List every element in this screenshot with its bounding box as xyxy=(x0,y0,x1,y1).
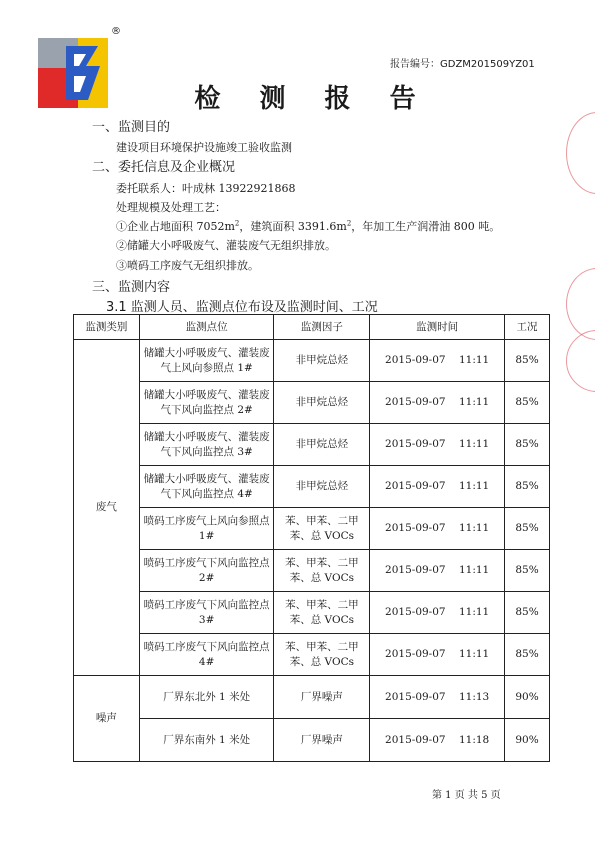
cell-date: 2015-09-07 xyxy=(385,354,446,366)
report-number: 报告编号：GDZM201509YZ01 xyxy=(390,59,535,70)
cell-load: 90% xyxy=(505,719,550,762)
table-row xyxy=(74,424,550,466)
process-item-1-building: ，建筑面积 3391.6m xyxy=(239,220,347,233)
cell-time xyxy=(370,382,505,424)
section-1-body: 建设项目环境保护设施竣工验收监测 xyxy=(116,141,292,154)
cell-date: 2015-09-07 xyxy=(385,690,446,703)
cell-point: 储罐大小呼吸废气、灌装废气下风向监控点 4# xyxy=(139,466,274,508)
process-item-1 xyxy=(116,218,500,234)
cell-clock: 11:11 xyxy=(458,648,490,660)
monitoring-table xyxy=(73,314,550,762)
cell-point: 储罐大小呼吸废气、灌装废气上风向参照点 1# xyxy=(139,340,274,382)
stamp-mark-2 xyxy=(566,268,595,340)
cell-load: 85% xyxy=(505,340,550,382)
cell-date: 2015-09-07 xyxy=(385,396,446,408)
cell-time xyxy=(370,424,505,466)
cell-load: 85% xyxy=(505,592,550,634)
cell-factor: 非甲烷总烃 xyxy=(274,466,370,508)
cell-time xyxy=(370,634,505,676)
cell-factor: 非甲烷总烃 xyxy=(274,340,370,382)
header-load: 工况 xyxy=(505,315,550,340)
cell-time xyxy=(370,508,505,550)
cell-load: 85% xyxy=(505,550,550,592)
section-3-1-heading: 3.1 监测人员、监测点位布设及监测时间、工况 xyxy=(106,300,378,315)
table-row xyxy=(74,634,550,676)
table-row xyxy=(74,550,550,592)
cell-clock: 11:11 xyxy=(458,522,490,534)
page-number: 第 1 页 共 5 页 xyxy=(432,790,501,801)
header-factor: 监测因子 xyxy=(274,315,370,340)
cell-factor: 厂界噪声 xyxy=(274,676,370,719)
page-title: 检 测 报 告 xyxy=(194,84,431,114)
header-time: 监测时间 xyxy=(370,315,505,340)
process-item-2: ②储罐大小呼吸废气、灌装废气无组织排放。 xyxy=(116,239,336,252)
superscript-2b: 2 xyxy=(346,219,352,228)
header-category: 监测类别 xyxy=(74,315,140,340)
cell-factor: 苯、甲苯、二甲苯、总 VOCs xyxy=(274,592,370,634)
cell-point: 厂界东北外 1 米处 xyxy=(139,676,274,719)
cell-point: 喷码工序废气上风向参照点 1# xyxy=(139,508,274,550)
cell-factor: 苯、甲苯、二甲苯、总 VOCs xyxy=(274,634,370,676)
cell-point: 储罐大小呼吸废气、灌装废气下风向监控点 2# xyxy=(139,382,274,424)
cell-time xyxy=(370,550,505,592)
category-noise: 噪声 xyxy=(74,676,140,762)
cell-point: 储罐大小呼吸废气、灌装废气下风向监控点 3# xyxy=(139,424,274,466)
cell-date: 2015-09-07 xyxy=(385,648,446,660)
table-row xyxy=(74,508,550,550)
cell-time xyxy=(370,466,505,508)
cell-load: 85% xyxy=(505,382,550,424)
cell-load: 85% xyxy=(505,424,550,466)
cell-date: 2015-09-07 xyxy=(385,438,446,450)
cell-time xyxy=(370,719,505,762)
cell-clock: 11:11 xyxy=(458,480,490,492)
cell-clock: 11:11 xyxy=(458,354,490,366)
cell-point: 喷码工序废气下风向监控点 4# xyxy=(139,634,274,676)
contact-line: 委托联系人：叶成林 13922921868 xyxy=(116,182,296,195)
cell-clock: 11:11 xyxy=(458,396,490,408)
section-1-heading: 一、监测目的 xyxy=(92,120,171,135)
table-row xyxy=(74,466,550,508)
superscript-2: 2 xyxy=(234,219,240,228)
process-item-1-area: ①企业占地面积 7052m xyxy=(116,220,235,233)
cell-date: 2015-09-07 xyxy=(385,522,446,534)
cell-clock: 11:11 xyxy=(458,606,490,618)
cell-time xyxy=(370,340,505,382)
cell-clock: 11:11 xyxy=(458,564,490,576)
header-point: 监测点位 xyxy=(139,315,274,340)
cell-factor: 苯、甲苯、二甲苯、总 VOCs xyxy=(274,508,370,550)
cell-time xyxy=(370,592,505,634)
cell-clock: 11:18 xyxy=(458,733,490,746)
section-2-heading: 二、委托信息及企业概况 xyxy=(92,160,236,175)
stamp-mark-3 xyxy=(566,330,595,392)
registered-mark: ® xyxy=(111,26,121,37)
cell-load: 85% xyxy=(505,508,550,550)
cell-date: 2015-09-07 xyxy=(385,733,446,746)
cell-clock: 11:11 xyxy=(458,438,490,450)
cell-time xyxy=(370,676,505,719)
table-row xyxy=(74,382,550,424)
cell-factor: 苯、甲苯、二甲苯、总 VOCs xyxy=(274,550,370,592)
table-row xyxy=(74,676,550,719)
cell-clock: 11:13 xyxy=(458,690,490,703)
process-item-3: ③喷码工序废气无组织排放。 xyxy=(116,259,259,272)
cell-factor: 非甲烷总烃 xyxy=(274,382,370,424)
cell-load: 85% xyxy=(505,634,550,676)
section-3-heading: 三、监测内容 xyxy=(92,280,171,295)
cell-load: 85% xyxy=(505,466,550,508)
cell-factor: 厂界噪声 xyxy=(274,719,370,762)
process-label: 处理规模及处理工艺： xyxy=(116,201,226,214)
cell-factor: 非甲烷总烃 xyxy=(274,424,370,466)
process-item-1-output: ，年加工生产润滑油 800 吨。 xyxy=(351,220,501,233)
stamp-mark xyxy=(566,112,595,194)
table-row xyxy=(74,592,550,634)
cell-date: 2015-09-07 xyxy=(385,606,446,618)
cell-load: 90% xyxy=(505,676,550,719)
cell-point: 厂界东南外 1 米处 xyxy=(139,719,274,762)
table-header-row xyxy=(74,315,550,340)
cell-point: 喷码工序废气下风向监控点 3# xyxy=(139,592,274,634)
table-row xyxy=(74,719,550,762)
cell-date: 2015-09-07 xyxy=(385,564,446,576)
category-air: 废气 xyxy=(74,340,140,676)
table-body xyxy=(74,340,550,762)
cell-point: 喷码工序废气下风向监控点 2# xyxy=(139,550,274,592)
table-row xyxy=(74,340,550,382)
cell-date: 2015-09-07 xyxy=(385,480,446,492)
